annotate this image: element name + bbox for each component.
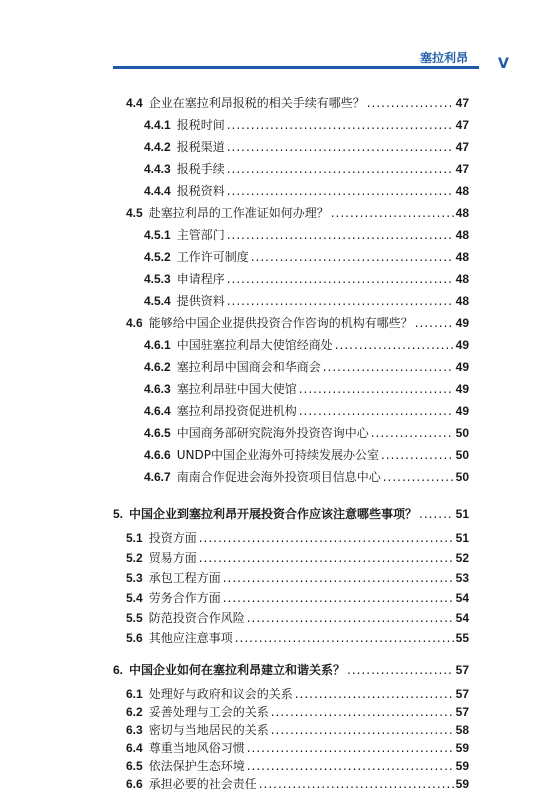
toc-page: 53 [455, 571, 469, 585]
toc-title: 企业在塞拉利昂报税的相关手续有哪些？ [148, 96, 365, 110]
toc-entry[interactable] [126, 686, 469, 703]
toc-leader [235, 630, 454, 647]
toc-leader [227, 117, 454, 134]
toc-page: 54 [455, 611, 469, 625]
toc-entry[interactable] [144, 381, 469, 398]
toc-number: 5.5 [126, 611, 143, 625]
toc-number: 6.6 [126, 777, 143, 791]
toc-number: 4.6.1 [144, 338, 171, 352]
toc-leader [227, 139, 454, 156]
toc-entry[interactable] [144, 227, 469, 244]
toc-number: 6.1 [126, 687, 143, 701]
toc-page: 59 [455, 759, 469, 773]
toc-page: 59 [455, 777, 469, 791]
toc-entry[interactable] [144, 359, 469, 376]
toc-number: 4.4 [126, 96, 143, 110]
toc-leader [227, 161, 454, 178]
toc-page: 51 [455, 507, 469, 521]
toc-number: 6.5 [126, 759, 143, 773]
toc-number: 4.4.1 [144, 118, 171, 132]
toc-leader [259, 776, 454, 793]
toc-entry[interactable] [126, 776, 469, 793]
toc-entry[interactable] [144, 425, 469, 442]
toc-title: 中国企业到塞拉利昂开展投资合作应该注意哪些事项？ [129, 507, 418, 521]
toc-page: 48 [455, 272, 469, 286]
toc-page: 48 [455, 250, 469, 264]
toc-number: 5.1 [126, 531, 143, 545]
toc-number: 4.6.6 [144, 448, 171, 462]
toc-entry[interactable] [144, 249, 469, 266]
toc-leader [419, 506, 454, 523]
toc-number: 4.4.2 [144, 140, 171, 154]
toc-number: 4.6.5 [144, 426, 171, 440]
toc-number: 4.5.1 [144, 228, 171, 242]
toc-leader [415, 315, 454, 332]
toc-page: 47 [455, 140, 469, 154]
toc-chapter-entry[interactable] [113, 506, 469, 523]
toc-title: 报税资料 [176, 184, 225, 198]
toc-number: 4.5 [126, 206, 143, 220]
toc-title: 依法保护生态环境 [148, 759, 245, 773]
toc-title: 尊重当地风俗习惯 [148, 741, 245, 755]
toc-number: 4.6.7 [144, 470, 171, 484]
toc-number: 5.6 [126, 631, 143, 645]
toc-page: 48 [455, 228, 469, 242]
toc-title: 中国企业如何在塞拉利昂建立和谐关系？ [129, 663, 346, 677]
toc-number: 5.3 [126, 571, 143, 585]
toc-title: 投资方面 [148, 531, 197, 545]
toc-number: 4.4.3 [144, 162, 171, 176]
toc-title: 报税手续 [176, 162, 225, 176]
toc-page: 57 [455, 663, 469, 677]
toc-entry[interactable] [126, 315, 469, 332]
toc-leader [295, 686, 454, 703]
toc-title: 密切与当地居民的关系 [148, 723, 269, 737]
toc-page: 57 [455, 705, 469, 719]
toc-page: 48 [455, 294, 469, 308]
toc-leader [227, 271, 454, 288]
toc-page: 48 [455, 184, 469, 198]
page-header [0, 0, 559, 80]
toc-leader [383, 469, 454, 486]
toc-entry[interactable] [144, 271, 469, 288]
toc-entry[interactable] [126, 758, 469, 775]
toc-title: 塞拉利昂中国商会和华商会 [176, 360, 321, 374]
toc-title: 中国商务部研究院海外投资咨询中心 [176, 426, 369, 440]
toc-leader [199, 530, 454, 547]
toc-leader [271, 722, 454, 739]
toc-title: 承包工程方面 [148, 571, 221, 585]
toc-page: 47 [455, 118, 469, 132]
toc-leader [299, 403, 454, 420]
toc-title: 赴塞拉利昂的工作准证如何办理？ [148, 206, 329, 220]
toc-title: 承担必要的社会责任 [148, 777, 257, 791]
toc-leader [367, 95, 454, 112]
toc-number: 6. [113, 663, 124, 677]
toc-number: 6.3 [126, 723, 143, 737]
toc-leader [199, 550, 454, 567]
toc-number: 6.2 [126, 705, 143, 719]
toc-title: 申请程序 [176, 272, 225, 286]
toc-page: 59 [455, 741, 469, 755]
toc-page: 58 [455, 723, 469, 737]
toc-title: UNDP中国企业海外可持续发展办公室 [176, 448, 379, 462]
toc-entry[interactable] [126, 95, 469, 112]
toc-leader [251, 249, 454, 266]
toc-leader [331, 205, 454, 222]
toc-leader [247, 758, 454, 775]
running-header-title: 塞拉利昂 [420, 51, 469, 65]
toc-number: 5.2 [126, 551, 143, 565]
toc-entry[interactable] [144, 161, 469, 178]
toc-chapter-entry[interactable] [113, 662, 469, 679]
toc-entry[interactable] [144, 293, 469, 310]
toc-page: 49 [455, 404, 469, 418]
toc-page: 49 [455, 316, 469, 330]
toc-number: 4.6.4 [144, 404, 171, 418]
toc-title: 贸易方面 [148, 551, 197, 565]
toc-title: 南南合作促进会海外投资项目信息中心 [176, 470, 381, 484]
toc-title: 提供资料 [176, 294, 225, 308]
toc-number: 6.4 [126, 741, 143, 755]
toc-number: 5. [113, 507, 124, 521]
toc-entry[interactable] [126, 610, 469, 627]
toc-leader [271, 704, 454, 721]
toc-page: 49 [455, 338, 469, 352]
toc-title: 报税时间 [176, 118, 225, 132]
toc-leader [299, 381, 454, 398]
toc-page: 50 [455, 448, 469, 462]
toc-page: 47 [455, 96, 469, 110]
toc-page: 49 [455, 360, 469, 374]
toc-page: 50 [455, 426, 469, 440]
toc-leader [227, 183, 454, 200]
toc-page: 51 [455, 531, 469, 545]
toc-entry[interactable] [126, 550, 469, 567]
toc-number: 4.4.4 [144, 184, 171, 198]
toc-entry[interactable] [144, 403, 469, 420]
toc-entry[interactable] [144, 337, 469, 354]
toc-number: 5.4 [126, 591, 143, 605]
toc-title: 塞拉利昂投资促进机构 [176, 404, 297, 418]
toc-page: 50 [455, 470, 469, 484]
toc-leader [381, 447, 454, 464]
toc-entry[interactable] [144, 447, 469, 464]
toc-number: 4.5.4 [144, 294, 171, 308]
toc-leader [227, 293, 454, 310]
toc-number: 4.6.2 [144, 360, 171, 374]
toc-entry[interactable] [126, 530, 469, 547]
toc-leader [227, 227, 454, 244]
toc-title: 防范投资合作风险 [148, 611, 245, 625]
toc-page: 49 [455, 382, 469, 396]
toc-page: 52 [455, 551, 469, 565]
toc-page: 57 [455, 687, 469, 701]
toc-entry[interactable] [126, 205, 469, 222]
toc-entry[interactable] [126, 630, 469, 647]
toc-title: 工作许可制度 [176, 250, 249, 264]
toc-title: 主管部门 [176, 228, 225, 242]
toc-title: 劳务合作方面 [148, 591, 221, 605]
toc-page: 55 [455, 631, 469, 645]
toc-title: 塞拉利昂驻中国大使馆 [176, 382, 297, 396]
toc-leader [371, 425, 454, 442]
toc-leader [247, 740, 454, 757]
toc-leader [323, 359, 454, 376]
toc-entry[interactable] [126, 740, 469, 757]
toc-entry[interactable] [126, 570, 469, 587]
toc-number: 4.6.3 [144, 382, 171, 396]
header-rule [113, 66, 479, 69]
toc-title: 报税渠道 [176, 140, 225, 154]
toc-entry[interactable] [144, 117, 469, 134]
toc-number: 4.5.2 [144, 250, 171, 264]
toc-title: 处理好与政府和议会的关系 [148, 687, 293, 701]
toc-page: 54 [455, 591, 469, 605]
toc-page: 48 [455, 206, 469, 220]
toc-page: 47 [455, 162, 469, 176]
toc-title: 妥善处理与工会的关系 [148, 705, 269, 719]
toc-entry[interactable] [144, 183, 469, 200]
toc-leader [247, 610, 454, 627]
toc-entry[interactable] [126, 590, 469, 607]
toc-number: 4.6 [126, 316, 143, 330]
toc-title: 能够给中国企业提供投资合作咨询的机构有哪些？ [148, 316, 413, 330]
toc-leader [223, 570, 454, 587]
toc-leader [335, 337, 454, 354]
toc-leader [223, 590, 454, 607]
toc-number: 4.5.3 [144, 272, 171, 286]
roman-page-number: V [498, 56, 509, 72]
toc-title: 中国驻塞拉利昂大使馆经商处 [176, 338, 333, 352]
toc-entry[interactable] [126, 704, 469, 721]
toc-entry[interactable] [144, 469, 469, 486]
toc-leader [347, 662, 454, 679]
toc-entry[interactable] [144, 139, 469, 156]
toc-entry[interactable] [126, 722, 469, 739]
toc-title: 其他应注意事项 [148, 631, 233, 645]
